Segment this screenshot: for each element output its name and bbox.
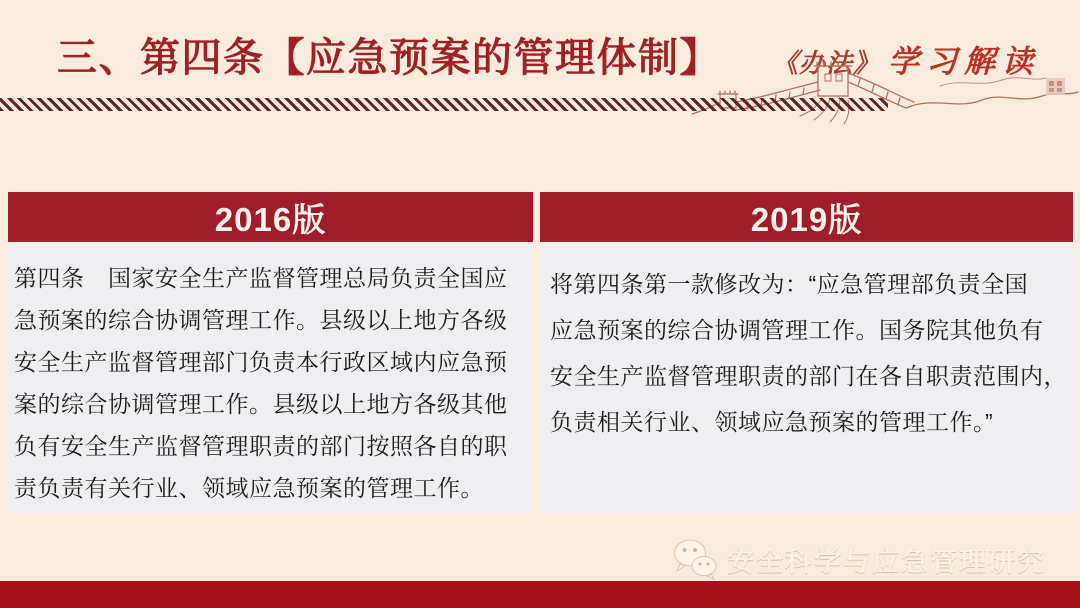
text-line: 第四条 国家安全生产监督管理总局负责全国应 bbox=[14, 265, 508, 291]
column-2016-header: 2016版 bbox=[8, 192, 533, 242]
wechat-icon bbox=[672, 537, 718, 581]
column-2019-header: 2019版 bbox=[540, 192, 1073, 242]
page-title: 三、第四条【应急预案的管理体制】 bbox=[57, 36, 721, 80]
text-line: 应急预案的综合协调管理工作。国务院其他负有 bbox=[550, 317, 1044, 343]
text-line: 负责相关行业、领域应急预案的管理工作。” bbox=[550, 409, 994, 435]
text-line: 安全生产监督管理职责的部门在各自职责范围内， bbox=[550, 363, 1067, 389]
column-2019-body bbox=[540, 242, 1073, 513]
divider-stripe-band bbox=[0, 98, 888, 111]
seal-stamp-icon bbox=[1046, 78, 1065, 95]
text-line: 安全生产监督管理部门负责本行政区域内应急预 bbox=[14, 349, 508, 375]
great-wall-icon bbox=[690, 52, 1080, 130]
bottom-bar bbox=[0, 581, 1080, 608]
subtitle-badge: 《办法》 bbox=[772, 49, 881, 79]
text-line: 负有安全生产监督管理职责的部门按照各自的职 bbox=[14, 433, 508, 459]
watermark-text: 安全科学与应急管理研究 bbox=[727, 546, 1046, 577]
text-line: 案的综合协调管理工作。县级以上地方各级其他 bbox=[14, 391, 508, 417]
text-line: 将第四条第一款修改为：“应急管理部负责全国 bbox=[550, 271, 1029, 297]
watermark bbox=[672, 537, 1046, 581]
subtitle-text: 学习解读 bbox=[888, 44, 1041, 80]
column-2016-body bbox=[8, 242, 533, 513]
text-line: 急预案的综合协调管理工作。县级以上地方各级 bbox=[14, 307, 508, 333]
text-line: 责负责有关行业、领域应急预案的管理工作。 bbox=[14, 475, 484, 501]
